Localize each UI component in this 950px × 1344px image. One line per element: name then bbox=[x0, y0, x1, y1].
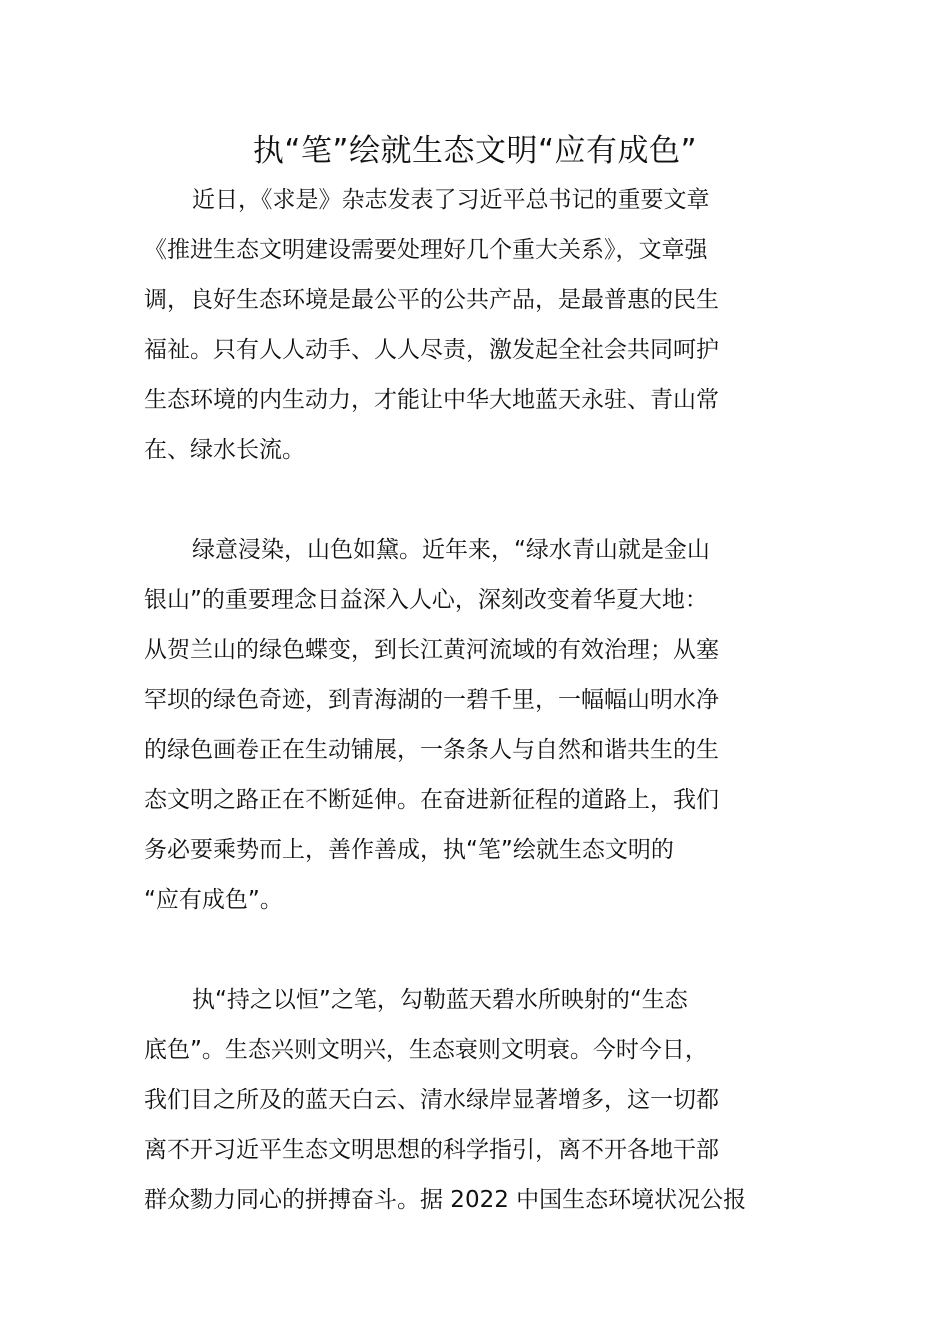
paragraph-1-line-3: 调，良好生态环境是最公平的公共产品，是最普惠的民生 bbox=[144, 287, 719, 313]
paragraph-1-line-1: 近日，《求是》杂志发表了习近平总书记的重要文章 bbox=[192, 187, 710, 213]
document-title: 执“笔”绘就生态文明“应有成色” bbox=[252, 133, 698, 169]
paragraph-1-line-4: 福祉。只有人人动手、人人尽责，激发起全社会共同呵护 bbox=[144, 337, 719, 363]
paragraph-2-line-8: “应有成色”。 bbox=[144, 887, 283, 913]
paragraph-3-line-4: 离不开习近平生态文明思想的科学指引，离不开各地干部 bbox=[144, 1137, 719, 1163]
paragraph-2-line-3: 从贺兰山的绿色蝶变，到长江黄河流域的有效治理；从塞 bbox=[144, 637, 719, 663]
paragraph-2-line-1: 绿意浸染，山色如黛。近年来，“绿水青山就是金山 bbox=[192, 537, 710, 563]
paragraph-3-line-1: 执“持之以恒”之笔，勾勒蓝天碧水所映射的“生态 bbox=[192, 987, 688, 1013]
paragraph-2-line-4: 罕坝的绿色奇迹，到青海湖的一碧千里，一幅幅山明水净 bbox=[144, 687, 719, 713]
paragraph-3-line-2: 底色”。生态兴则文明兴，生态衰则文明衰。今时今日， bbox=[144, 1037, 708, 1063]
paragraph-1-line-6: 在、绿水长流。 bbox=[144, 437, 305, 463]
paragraph-3-line-5: 群众勠力同心的拼搏奋斗。据 2022 中国生态环境状况公报 bbox=[144, 1187, 747, 1213]
paragraph-2-line-2: 银山”的重要理念日益深入人心，深刻改变着华夏大地： bbox=[144, 587, 708, 613]
paragraph-2-line-5: 的绿色画卷正在生动铺展，一条条人与自然和谐共生的生 bbox=[144, 737, 719, 763]
paragraph-3-line-3: 我们目之所及的蓝天白云、清水绿岸显著增多，这一切都 bbox=[144, 1087, 719, 1113]
paragraph-1-line-2: 《推进生态文明建设需要处理好几个重大关系》，文章强 bbox=[144, 237, 708, 263]
paragraph-2-line-6: 态文明之路正在不断延伸。在奋进新征程的道路上，我们 bbox=[144, 787, 719, 813]
paragraph-1-line-5: 生态环境的内生动力，才能让中华大地蓝天永驻、青山常 bbox=[144, 387, 719, 413]
paragraph-2-line-7: 务必要乘势而上，善作善成，执“笔”绘就生态文明的 bbox=[144, 837, 674, 863]
